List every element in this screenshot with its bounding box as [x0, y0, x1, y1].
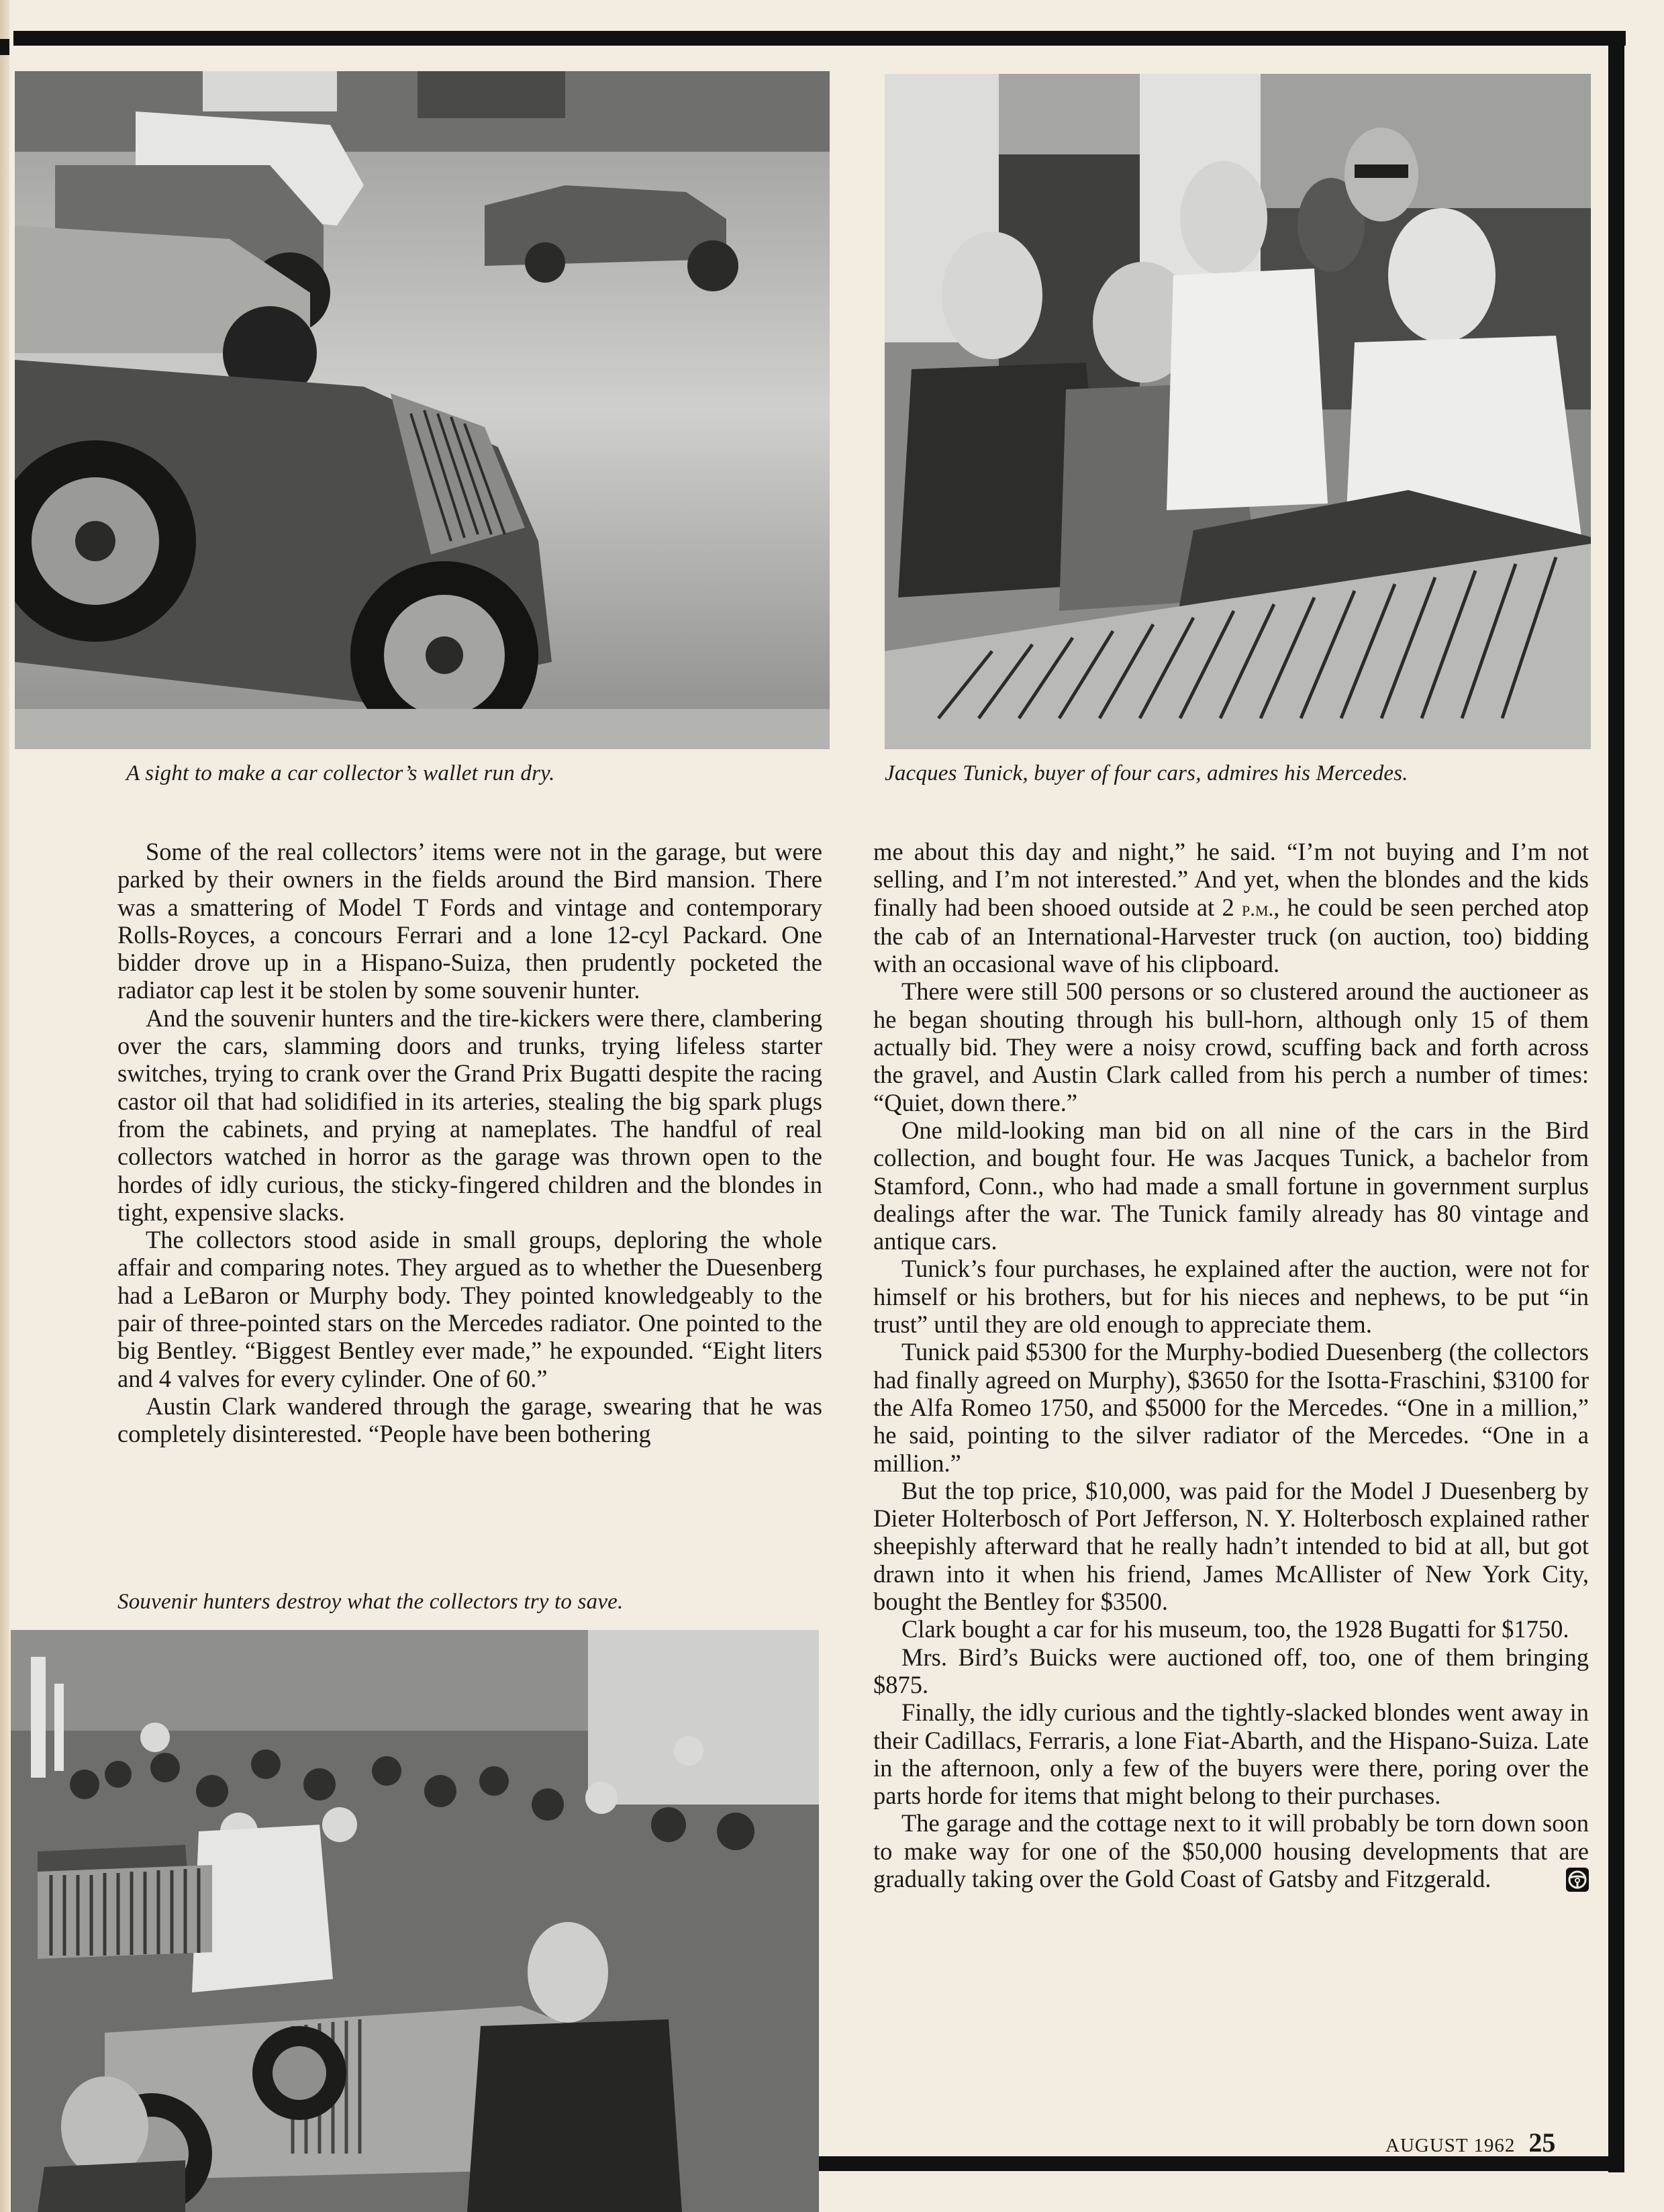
paragraph: Clark bought a car for his museum, too, the 1928 Bugatti for $1750. — [901, 1615, 1569, 1643]
caption-garage-cars: A sight to make a car collector’s wallet run dry. — [126, 761, 555, 785]
paragraph: Finally, the idly curious and the tightly-slacked blondes went away in their Cadillacs, Ferraris, a lone Fiat-Abarth, and the Hispano-Suiza. Late in the afternoon, only a few of the buyers were there, poring over the parts horde for items that might belong to their purchases. — [873, 1698, 1589, 1810]
right-rule — [1608, 31, 1624, 2172]
paragraph: And the souvenir hunters and the tire-kickers were there, clambering over the cars, slamming doors and trunks, trying lifeless starter switches, trying to crank over the Grand Prix Bugatti despite the racing castor oil that had solidified in its arteries, stealing the big spark plugs from the cabinets, and prying at nameplates. The handful of real collectors watched in horror as the garage was thrown open to the hordes of idly curious, the sticky-fingered children and the blondes in tight, expensive slacks. — [117, 1004, 822, 1226]
paragraph: Mrs. Bird’s Buicks were auctioned off, too, one of them bringing $875. — [873, 1643, 1589, 1698]
caption-souvenir-hunters: Souvenir hunters destroy what the collectors try to save. — [117, 1590, 624, 1614]
paragraph: There were still 500 persons or so clustered around the auctioneer as he began shouting through his bull-horn, although only 15 of them actually bid. They were a noisy crowd, scuffing back and forth across the gravel, and Austin Clark called from his perch a number of times: “Quiet, down there.” — [873, 977, 1589, 1116]
photo-souvenir-hunters — [11, 1630, 819, 2212]
photo-tunick-mercedes — [885, 74, 1591, 749]
paragraph: One mild-looking man bid on all nine of the cars in the Bird collection, and bought four. He was Jacques Tunick, a bachelor from Stamford, Conn., who had made a small fortune in government surplus dealings after the war. The Tunick family already has 80 vintage and antique cars. — [873, 1116, 1589, 1255]
paragraph: Austin Clark wandered through the garage, swearing that he was completely disinterested. “People have been bothering — [117, 1392, 822, 1448]
paper-edge — [0, 0, 9, 2212]
article-left-column — [117, 838, 822, 1448]
paragraph: But the top price, $10,000, was paid for the Model J Duesenberg by Dieter Holterbosch of Port Jefferson, N. Y. Holterbosch explained rather sheepishly afterward that he really hadn’t intended to bid at all, but got drawn into it when his friend, James McAllister of New York City, bought the Bentley for $3500. — [873, 1476, 1589, 1616]
tunick-mercedes-image — [885, 74, 1591, 749]
paragraph: The collectors stood aside in small groups, deploring the whole affair and comparing notes. They argued as to whether the Duesenberg had a LeBaron or Murphy body. They pointed knowledgeably to the pair of three-pointed stars on the Mercedes radiator. One pointed to the big Bentley. “Biggest Bentley ever made,” he expounded. “Eight liters and 4 valves for every cylinder. One of 60.” — [117, 1226, 822, 1392]
page-number: 25 — [1528, 2127, 1556, 2158]
caption-tunick-mercedes: Jacques Tunick, buyer of four cars, admires his Mercedes. — [885, 761, 1408, 785]
paragraph: Tunick’s four purchases, he explained after the auction, were not for himself or his brothers, but for his nieces and nephews, to be put “in trust” until they are old enough to appreciate them. — [873, 1255, 1589, 1339]
time-pm: p.m. — [1241, 896, 1274, 920]
garage-cars-image — [15, 71, 830, 749]
page-footer — [1385, 2127, 1555, 2158]
paragraph-continued: me about this day and night,” he said. “I’m not buying and I’m not selling, and I’m not interested.” And yet, when the blondes and the kids finally had been shooed outside at 2 p.m., he could be seen perched atop the cab of an International-Harvester truck (on auction, too) bidding with an occasional wave of his clipboard. — [873, 838, 1589, 978]
bottom-rule — [816, 2156, 1624, 2171]
paragraph: Some of the real collectors’ items were not in the garage, but were parked by their owners in the fields around the Bird mansion. There was a smattering of Model T Fords and vintage and contemporary Rolls-Royces, a concours Ferrari and a lone 12-cyl Packard. One bidder drove up in a Hispano-Suiza, then prudently pocketed the radiator cap lest it be stolen by some souvenir hunter. — [117, 838, 822, 1004]
article-right-column — [873, 838, 1589, 1892]
left-edge-mark — [0, 39, 9, 55]
photo-garage-cars — [15, 71, 830, 749]
paragraph-final: The garage and the cottage next to it will probably be torn down soon to make way for one of the $50,000 housing developments that are gradually taking over the Gold Coast of Gatsby and Fitzgerald. — [873, 1809, 1589, 1892]
souvenir-hunters-image — [11, 1630, 819, 2212]
top-rule — [13, 31, 1626, 46]
paragraph: Tunick paid $5300 for the Murphy-bodied Duesenberg (the collectors had finally agreed on Murphy), $3650 for the Isotta-Fraschini, $3100 for the Alfa Romeo 1750, and $5000 for the Mercedes. “One in a million,” he said, pointing to the silver radiator of the Mercedes. “One in a million.” — [873, 1338, 1589, 1477]
issue-date: AUGUST 1962 — [1385, 2135, 1516, 2156]
steering-wheel-icon — [1566, 1868, 1589, 1892]
